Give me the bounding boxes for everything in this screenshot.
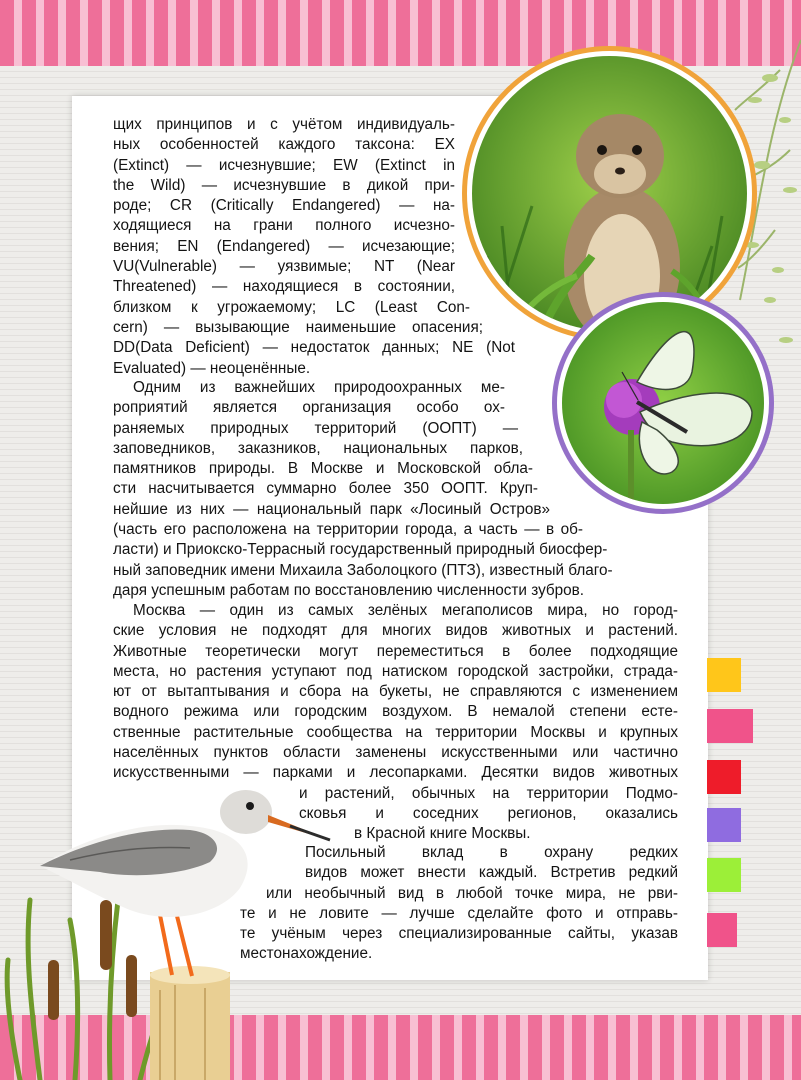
text-line: те учёным через специализированные сайты, указав [240,925,678,943]
text-line: Посильный вклад в охрану редких [305,844,678,861]
text-line: Одним из важнейших природоохранных ме- [133,379,505,396]
text-line: населённых пунктов области заменены искусственными или частично [113,744,678,762]
text-line: видов может внести каждый. Встретив редкий [305,864,678,882]
text-line: the Wild) — исчезнувшие в дикой при- [113,176,455,194]
text-line: нейшие из них — национальный парк «Лосиный Остров» [113,500,550,518]
text-line: даря успешным работам по восстановлению численности зубров. [113,581,585,599]
text-line: DD(Data Deficient) — недостаток данных; NE (Not [113,339,515,357]
text-line: близком к угрожаемому; LC (Least Con- [113,298,470,316]
text-line: ходящиеся на грани полного исчезно- [113,217,455,235]
text-line: искусственными — парками и лесопарками. Десятки видов животных [113,764,678,782]
text-line: ственные растительные сообщества на территории Москвы и крупных [113,723,678,741]
text-line: VU(Vulnerable) — уязвимые; NT (Near [113,258,455,276]
text-line: места, но растения уступают под натиском городской застройки, страда- [113,662,678,680]
text-line: Threatened) — находящиеся в состоянии, [113,278,455,296]
text-line: Evaluated) — неоценённые. [113,359,311,377]
text-line: раняемых природных территорий (ООПТ) — [113,419,518,437]
text-line: Животные теоретически могут переместиться в более подходящие [113,642,678,660]
text-line: ют от вытаптывания и сбора на букеты, не справляются с изменением [113,683,678,701]
text-line: щих принципов и с учётом индивидуаль- [113,116,455,133]
text-line: cern) — вызывающие наименьшие опасения; [113,318,483,336]
text-line: сти насчитывается суммарно более 350 ООПТ. Круп- [113,480,538,498]
text-line: памятников природы. В Москве и Московской обла- [113,460,533,478]
text-line: ласти) и Приокско-Террасный государственный природный биосфер- [113,541,608,559]
text-line: водного режима или городским воздухом. В немалой степени есте- [113,703,678,721]
text-line: ных особенностей каждого таксона: EX [113,136,455,154]
text-line: заповедников, заказников, национальных парков, [113,439,523,457]
text-line: ный заповедник имени Михаила Заболоцкого (ПТЗ), известный благо- [113,561,613,579]
text-line: местонахождение. [240,945,373,963]
text-line: сковья и соседних регионов, оказались [299,804,678,822]
text-line: те и не ловите — лучше сделайте фото и отправь- [240,904,678,922]
text-line: вения; EN (Endangered) — исчезающие; [113,237,455,255]
text-line: роде; CR (Critically Endangered) — на- [113,197,455,215]
text-line: роприятий является организация особо ох- [113,399,505,417]
text-line: или необычный вид в любой точке мира, не рви- [266,884,678,902]
text-line: и растений, обычных на территории Подмо- [299,784,678,802]
text-line: в Красной книге Москвы. [354,825,531,843]
text-line: ские условия не подходят для многих видов животных и растений. [113,622,678,640]
text-line: (часть его расположена на территории города, а часть — в об- [113,521,583,539]
text-line: (Extinct) — исчезнувшие; EW (Extinct in [113,156,455,174]
text-line: Москва — один из самых зелёных мегаполисов мира, но город- [133,602,678,619]
